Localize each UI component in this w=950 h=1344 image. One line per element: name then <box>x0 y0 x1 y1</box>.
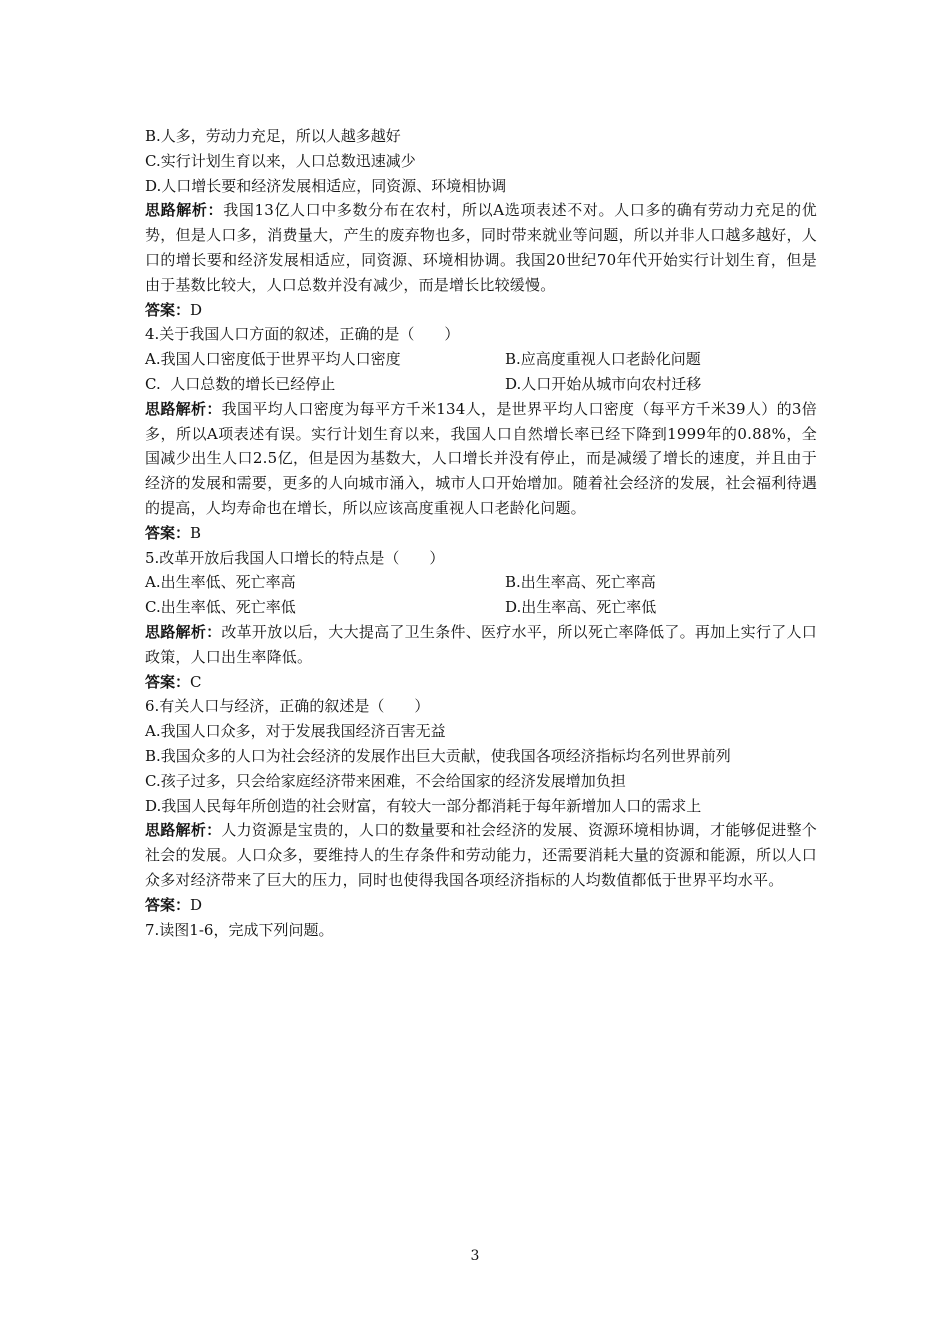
answer-value: D <box>190 300 203 319</box>
option-a: A.我国人口众多，对于发展我国经济百害无益 <box>145 722 446 741</box>
option-b: B.人多，劳动力充足，所以人越多越好 <box>145 127 401 145</box>
option-d: D.人口开始从城市向农村迁移 <box>505 374 702 393</box>
question-3-block <box>145 124 817 322</box>
analysis-text: 我国平均人口密度为每平方千米134人，是世界平均人口密度（每平方千米39人）的3倍多，所以A项表述有误。实行计划生育以来，我国人口自然增长率已经下降到1999年的0.88%，全国减少出生人口2.5亿，但是因为基数大，人口增长并没有停止，而是减缓了增长的速度，并且由于经济的发展和需要，更多的人向城市涌入，城市人口开始增加。随着社会经济的发展，社会福利待遇的提高，人均寿命也在增长，所以应该高度重视人口老龄化问题。 <box>145 399 817 517</box>
answer-label: 答案： <box>145 300 191 319</box>
analysis-paragraph <box>145 198 817 297</box>
analysis-label: 思路解析： <box>145 622 222 641</box>
question-5-block <box>145 546 817 695</box>
option-b: B.出生率高、死亡率高 <box>505 573 656 592</box>
option-c: C. 人口总数的增长已经停止 <box>145 374 336 393</box>
option-d: D.人口增长要和经济发展相适应，同资源、环境相协调 <box>145 176 507 195</box>
document-page <box>145 124 817 942</box>
option-d: D.我国人民每年所创造的社会财富，有较大一部分都消耗于每年新增加人口的需求上 <box>145 796 702 815</box>
answer-line <box>145 521 817 546</box>
analysis-label: 思路解析： <box>145 821 222 840</box>
option-c: C.实行计划生育以来，人口总数迅速减少 <box>145 151 416 170</box>
analysis-text: 改革开放以后，大大提高了卫生条件、医疗水平，所以死亡率降低了。再加上实行了人口政策，人口出生率降低。 <box>145 622 817 666</box>
question-stem: 4.关于我国人口方面的叙述，正确的是（ ） <box>145 325 460 344</box>
option-a: A.我国人口密度低于世界平均人口密度 <box>145 350 401 369</box>
answer-line <box>145 893 817 918</box>
analysis-label: 思路解析： <box>145 201 224 220</box>
question-4-block <box>145 322 817 545</box>
option-b: B.我国众多的人口为社会经济的发展作出巨大贡献，使我国各项经济指标均名列世界前列 <box>145 746 731 765</box>
question-stem: 6.有关人口与经济，正确的叙述是（ ） <box>145 697 430 716</box>
answer-line <box>145 670 817 695</box>
option-b: B.应高度重视人口老龄化问题 <box>505 350 701 369</box>
analysis-label: 思路解析： <box>145 399 222 418</box>
analysis-text: 我国13亿人口中多数分布在农村，所以A选项表述不对。人口多的确有劳动力充足的优势，但是人口多，消费量大，产生的废弃物也多，同时带来就业等问题，所以并非人口越多越好，人口的增长要和经济发展相适应，同资源、环境相协调。我国20世纪70年代开始实行计划生育，但是由于基数比较大，人口总数并没有减少，而是增长比较缓慢。 <box>145 201 817 294</box>
options-row <box>145 347 817 372</box>
option-c: C.孩子过多，只会给家庭经济带来困难，不会给国家的经济发展增加负担 <box>145 771 626 790</box>
options-row <box>145 595 817 620</box>
question-6-block <box>145 694 817 917</box>
analysis-paragraph <box>145 620 817 670</box>
option-a: A.出生率低、死亡率高 <box>145 573 296 592</box>
page-number: 3 <box>470 1248 480 1264</box>
options-row <box>145 570 817 595</box>
option-d: D.出生率高、死亡率低 <box>505 598 657 617</box>
question-7-block <box>145 918 817 943</box>
option-c: C.出生率低、死亡率低 <box>145 598 296 617</box>
answer-line <box>145 298 817 323</box>
analysis-paragraph <box>145 818 817 892</box>
question-stem: 7.读图1-6，完成下列问题。 <box>145 920 334 939</box>
analysis-paragraph <box>145 397 817 521</box>
analysis-text: 人力资源是宝贵的，人口的数量要和社会经济的发展、资源环境相协调，才能够促进整个社会的发展。人口众多，要维持人的生存条件和劳动能力，还需要消耗大量的资源和能源，所以人口众多对经济带来了巨大的压力，同时也使得我国各项经济指标的人均数值都低于世界平均水平。 <box>145 821 817 889</box>
answer-label: 答案： <box>145 895 191 914</box>
answer-value: C <box>190 672 202 691</box>
options-row <box>145 372 817 397</box>
answer-label: 答案： <box>145 672 191 691</box>
answer-value: B <box>190 523 202 542</box>
question-stem: 5.改革开放后我国人口增长的特点是（ ） <box>145 548 445 567</box>
answer-label: 答案： <box>145 523 191 542</box>
answer-value: D <box>190 895 203 914</box>
